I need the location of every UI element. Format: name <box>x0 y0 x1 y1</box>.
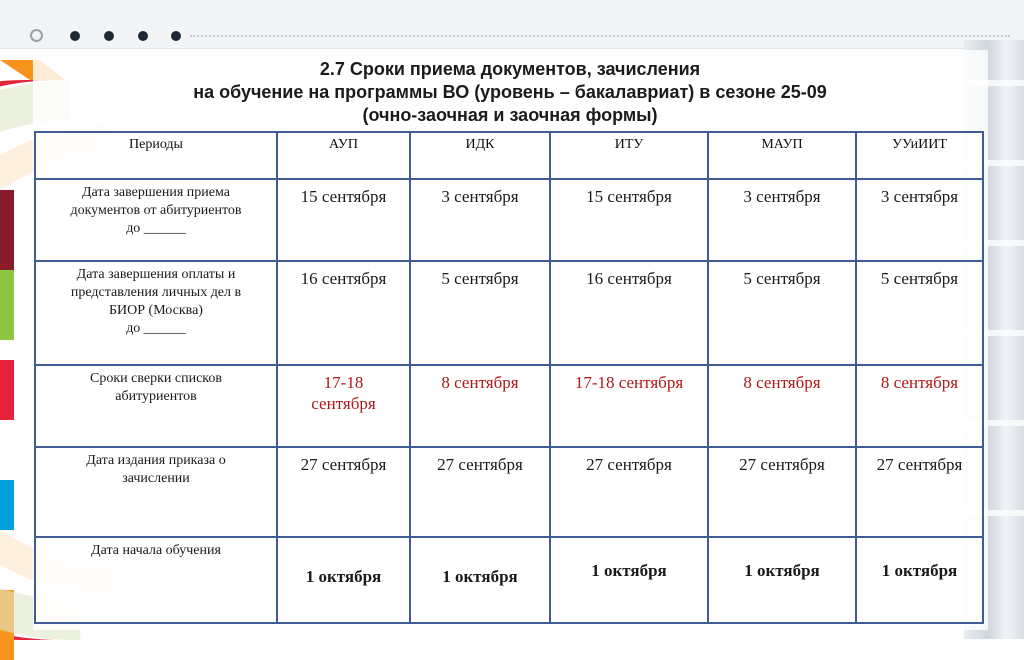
table-cell: 3 сентября <box>708 179 856 261</box>
row-label-line: до ______ <box>126 221 186 236</box>
row-label <box>35 365 277 447</box>
dot-icon <box>70 31 80 41</box>
ring-icon <box>30 29 43 42</box>
dot-icon <box>171 31 181 41</box>
row-label-line: до ______ <box>126 321 186 336</box>
row-label-line: БИОР (Москва) <box>109 303 203 318</box>
table-row <box>35 261 983 365</box>
dot-icon <box>138 31 148 41</box>
row-label <box>35 447 277 537</box>
row-label <box>35 261 277 365</box>
table-cell: 27 сентября <box>410 447 550 537</box>
table-row <box>35 537 983 623</box>
cell-line: 17-18 <box>323 373 364 392</box>
table-cell: 15 сентября <box>550 179 708 261</box>
dotted-divider <box>190 35 1010 39</box>
slide-title <box>150 58 870 127</box>
table-cell: 27 сентября <box>550 447 708 537</box>
table-cell: 17-18 сентября <box>550 365 708 447</box>
row-label-line: Дата начала обучения <box>91 543 221 558</box>
title-line: 2.7 Сроки приема документов, зачисления <box>319 59 701 79</box>
column-header: УУиИИТ <box>856 132 983 179</box>
table-cell: 1 октября <box>550 537 708 623</box>
table-cell: 1 октября <box>410 537 550 623</box>
table-cell: 27 сентября <box>708 447 856 537</box>
column-header: ИТУ <box>550 132 708 179</box>
table-cell: 1 октября <box>708 537 856 623</box>
table-cell: 16 сентября <box>277 261 410 365</box>
row-label-line: Сроки сверки списков <box>90 371 222 386</box>
table-cell: 27 сентября <box>856 447 983 537</box>
table-cell: 15 сентября <box>277 179 410 261</box>
table-cell: 5 сентября <box>856 261 983 365</box>
column-header: ИДК <box>410 132 550 179</box>
table-row <box>35 447 983 537</box>
row-label-line: зачислении <box>122 471 190 486</box>
table-cell: 3 сентября <box>856 179 983 261</box>
table-cell <box>277 365 410 447</box>
table-cell: 1 октября <box>277 537 410 623</box>
table-row <box>35 365 983 447</box>
row-label-line: представления личных дел в <box>70 285 242 300</box>
row-label-line: Дата завершения оплаты и <box>76 267 236 282</box>
table-cell: 8 сентября <box>856 365 983 447</box>
table-row <box>35 179 983 261</box>
table-cell: 16 сентября <box>550 261 708 365</box>
table-cell: 5 сентября <box>708 261 856 365</box>
top-bar <box>0 0 1024 49</box>
title-line: на обучение на программы ВО (уровень – бакалавриат) в сезоне 25-09 <box>193 82 827 102</box>
dot-icon <box>104 31 114 41</box>
table-header-row <box>35 132 983 179</box>
row-label-line: абитуриентов <box>115 389 197 404</box>
column-header: АУП <box>277 132 410 179</box>
table-cell: 8 сентября <box>708 365 856 447</box>
cell-line: сентября <box>311 394 376 413</box>
row-label <box>35 537 277 623</box>
table-cell: 5 сентября <box>410 261 550 365</box>
row-label-line: Дата издания приказа о <box>86 453 226 468</box>
column-header: МАУП <box>708 132 856 179</box>
table-cell: 8 сентября <box>410 365 550 447</box>
row-label <box>35 179 277 261</box>
table-cell: 3 сентября <box>410 179 550 261</box>
table-cell: 1 октября <box>856 537 983 623</box>
title-line: (очно-заочная и заочная формы) <box>362 105 658 125</box>
admission-schedule-table <box>34 131 984 624</box>
row-label-line: Дата завершения приема <box>82 185 230 200</box>
row-label-line: документов от абитуриентов <box>70 203 242 218</box>
column-header: Периоды <box>35 132 277 179</box>
table-cell: 27 сентября <box>277 447 410 537</box>
